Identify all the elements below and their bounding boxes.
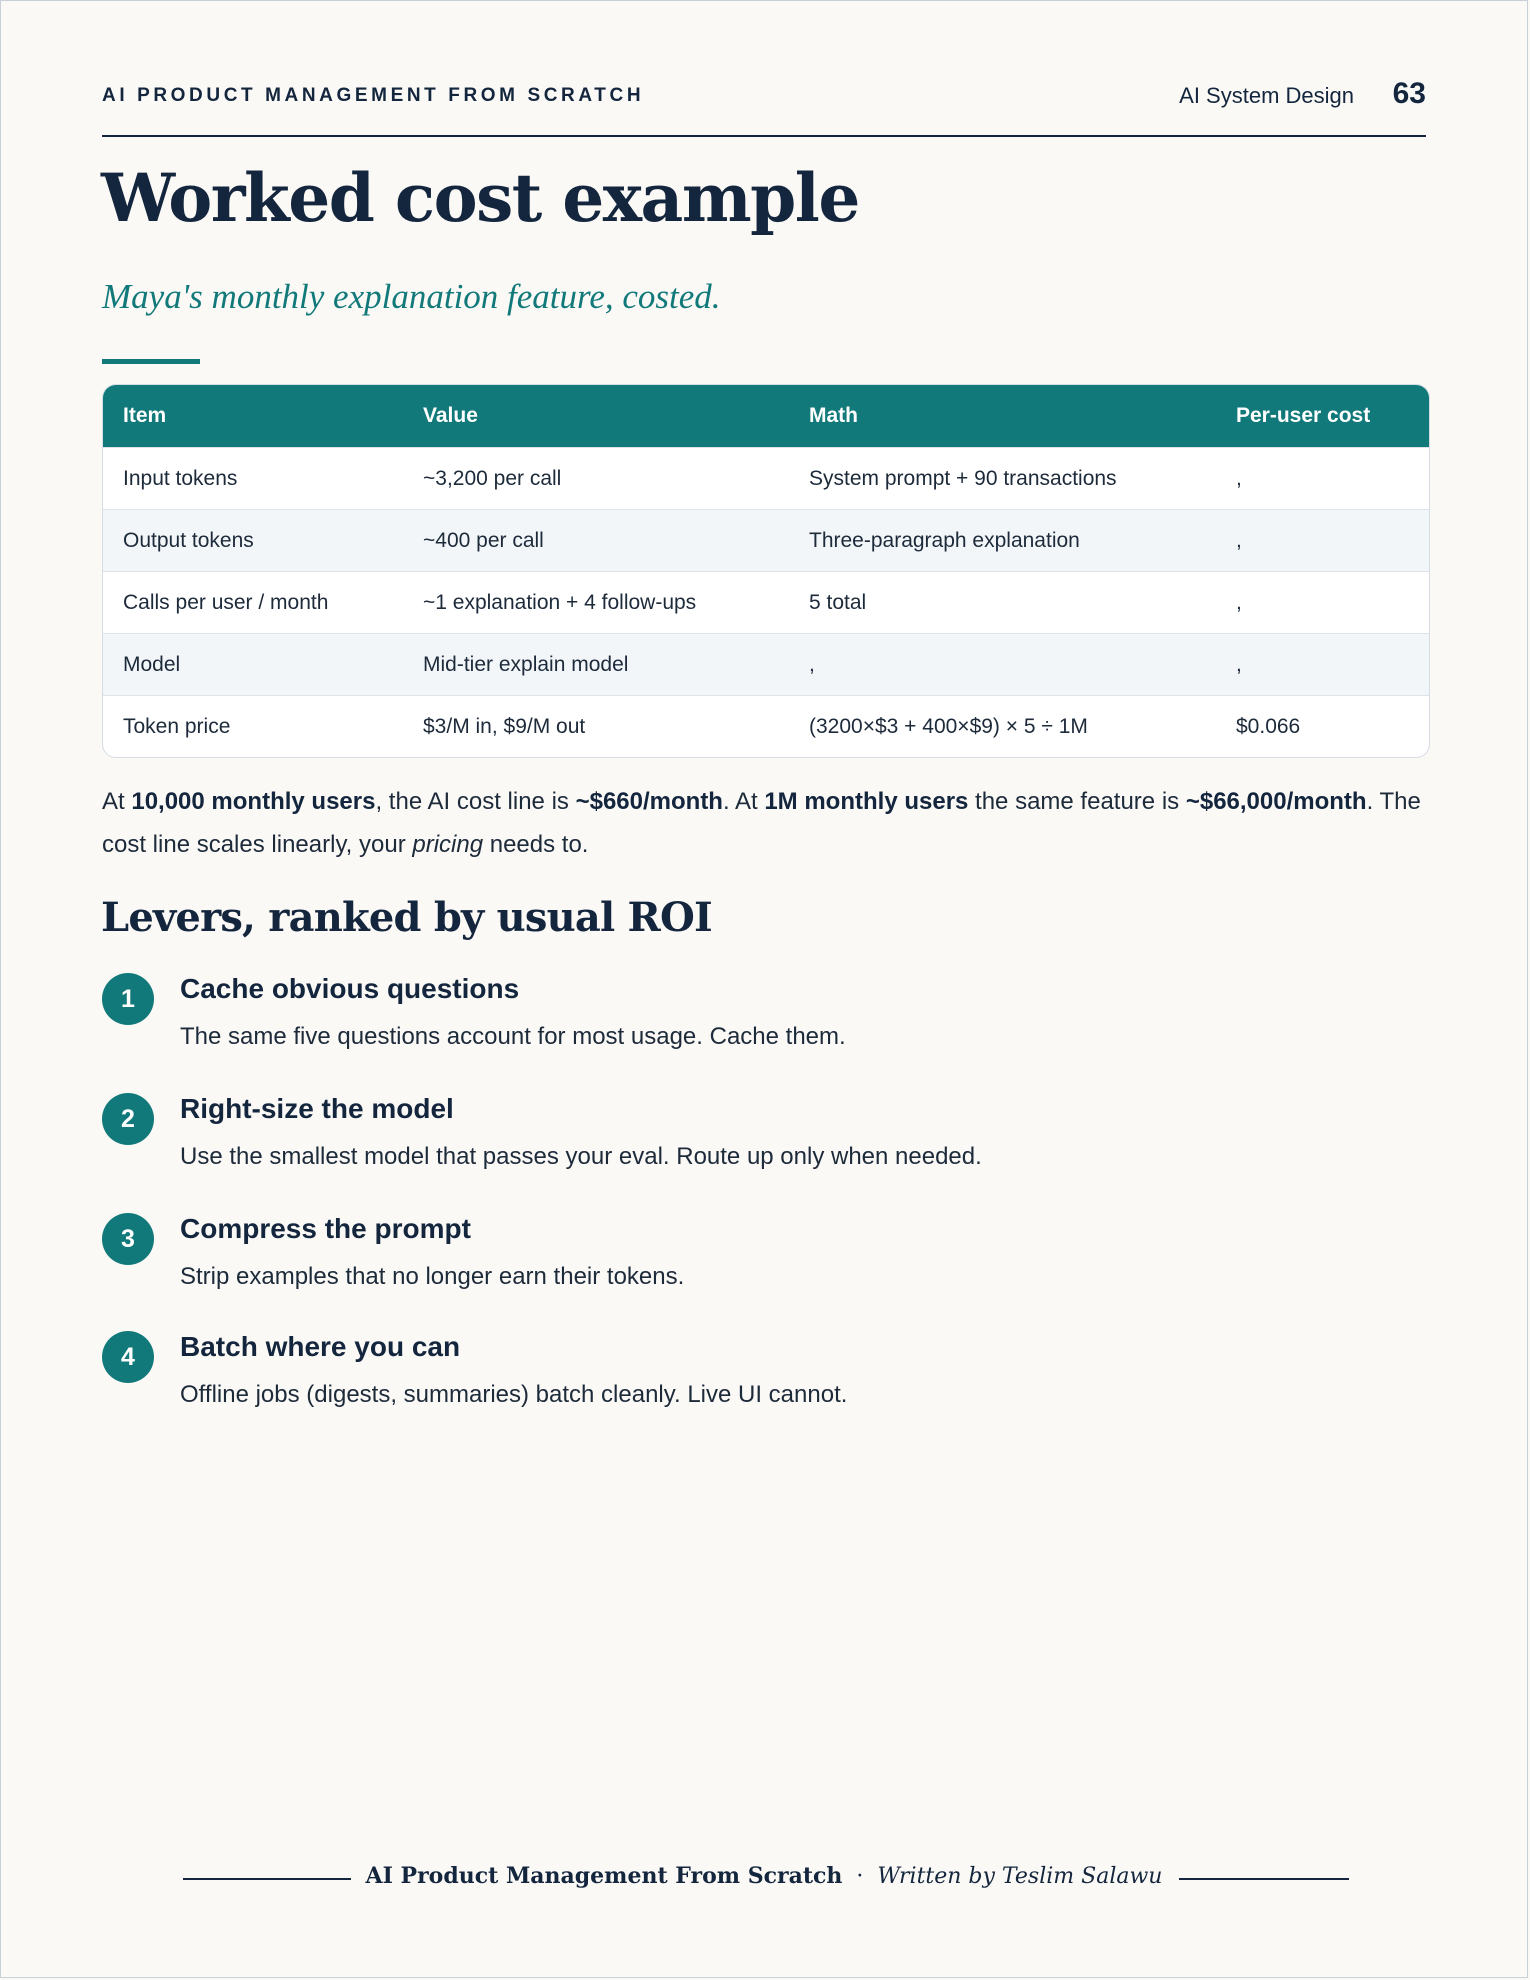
lever-title: Compress the prompt <box>180 1213 471 1244</box>
lever-title: Right-size the model <box>180 1093 454 1124</box>
cell-math: Three-paragraph explanation <box>789 510 1216 572</box>
summary-text: . At <box>722 788 765 815</box>
footer-separator: · <box>856 1864 864 1889</box>
lever-item <box>102 1331 1402 1431</box>
lever-number-badge: 3 <box>102 1213 154 1265</box>
table-row <box>103 448 1429 510</box>
lever-number-badge: 1 <box>102 973 154 1025</box>
header-math: Math <box>789 385 1216 448</box>
cell-per-user-cost: $0.066 <box>1216 696 1429 758</box>
cell-item: Token price <box>103 696 403 758</box>
lever-description: Use the smallest model that passes your eval. Route up only when needed. <box>180 1143 982 1170</box>
book-title: AI PRODUCT MANAGEMENT FROM SCRATCH <box>102 85 645 106</box>
header-value: Value <box>403 385 789 448</box>
summary-text: , the AI cost line is <box>375 788 576 815</box>
summary-text: the same feature is <box>968 788 1186 815</box>
cell-value: ~1 explanation + 4 follow-ups <box>403 572 789 634</box>
lever-description: Offline jobs (digests, summaries) batch cleanly. Live UI cannot. <box>180 1381 848 1408</box>
cell-per-user-cost: , <box>1216 448 1429 510</box>
table-row <box>103 634 1429 696</box>
cell-per-user-cost: , <box>1216 510 1429 572</box>
header-item: Item <box>103 385 403 448</box>
cell-item: Input tokens <box>103 448 403 510</box>
cell-math: System prompt + 90 transactions <box>789 448 1216 510</box>
lever-number-badge: 4 <box>102 1331 154 1383</box>
summary-emphasis: ~$660/month <box>575 788 723 815</box>
levers-heading: Levers, ranked by usual ROI <box>101 894 712 941</box>
cell-item: Calls per user / month <box>103 572 403 634</box>
summary-emphasis: 1M monthly users <box>764 788 969 815</box>
accent-rule <box>102 359 200 364</box>
table-row <box>103 510 1429 572</box>
cell-math: 5 total <box>789 572 1216 634</box>
table-header-row <box>103 385 1429 448</box>
summary-emphasis: 10,000 monthly users <box>131 788 376 815</box>
lever-title: Cache obvious questions <box>180 973 520 1004</box>
lever-description: The same five questions account for most usage. Cache them. <box>180 1023 846 1050</box>
summary-emphasis: ~$66,000/month <box>1185 788 1367 815</box>
summary-text: . The cost line scales linearly, your <box>102 788 1421 858</box>
cost-table <box>102 384 1430 758</box>
cell-value: ~400 per call <box>403 510 789 572</box>
lever-item <box>102 1213 1402 1313</box>
cost-table-grid <box>103 385 1429 757</box>
lever-title: Batch where you can <box>180 1331 461 1362</box>
footer-author: Written by Teslim Salawu <box>877 1864 1163 1889</box>
lever-item <box>102 973 1402 1073</box>
cell-math: (3200×$3 + 400×$9) × 5 ÷ 1M <box>789 696 1216 758</box>
footer-book-title: AI Product Management From Scratch <box>365 1863 843 1889</box>
table-row <box>103 572 1429 634</box>
lever-description: Strip examples that no longer earn their tokens. <box>180 1263 685 1290</box>
cell-per-user-cost: , <box>1216 572 1429 634</box>
cell-item: Model <box>103 634 403 696</box>
summary-italic: pricing <box>412 831 484 858</box>
lever-number-badge: 2 <box>102 1093 154 1145</box>
cell-value: $3/M in, $9/M out <box>403 696 789 758</box>
page-subtitle: Maya's monthly explanation feature, costed. <box>102 277 721 316</box>
cell-value: ~3,200 per call <box>403 448 789 510</box>
cost-summary-paragraph <box>102 780 1442 866</box>
cell-math: , <box>789 634 1216 696</box>
running-header <box>102 77 1426 137</box>
lever-item <box>102 1093 1402 1193</box>
footer <box>1 1863 1527 1889</box>
summary-text: At <box>102 788 132 815</box>
cell-item: Output tokens <box>103 510 403 572</box>
cell-value: Mid-tier explain model <box>403 634 789 696</box>
cell-per-user-cost: , <box>1216 634 1429 696</box>
table-row <box>103 696 1429 758</box>
summary-text: needs to. <box>483 831 589 858</box>
header-per-user-cost: Per-user cost <box>1216 385 1429 448</box>
page-title: Worked cost example <box>101 159 859 237</box>
page-number: 63 <box>1392 77 1426 110</box>
section-name: AI System Design <box>1179 83 1354 108</box>
